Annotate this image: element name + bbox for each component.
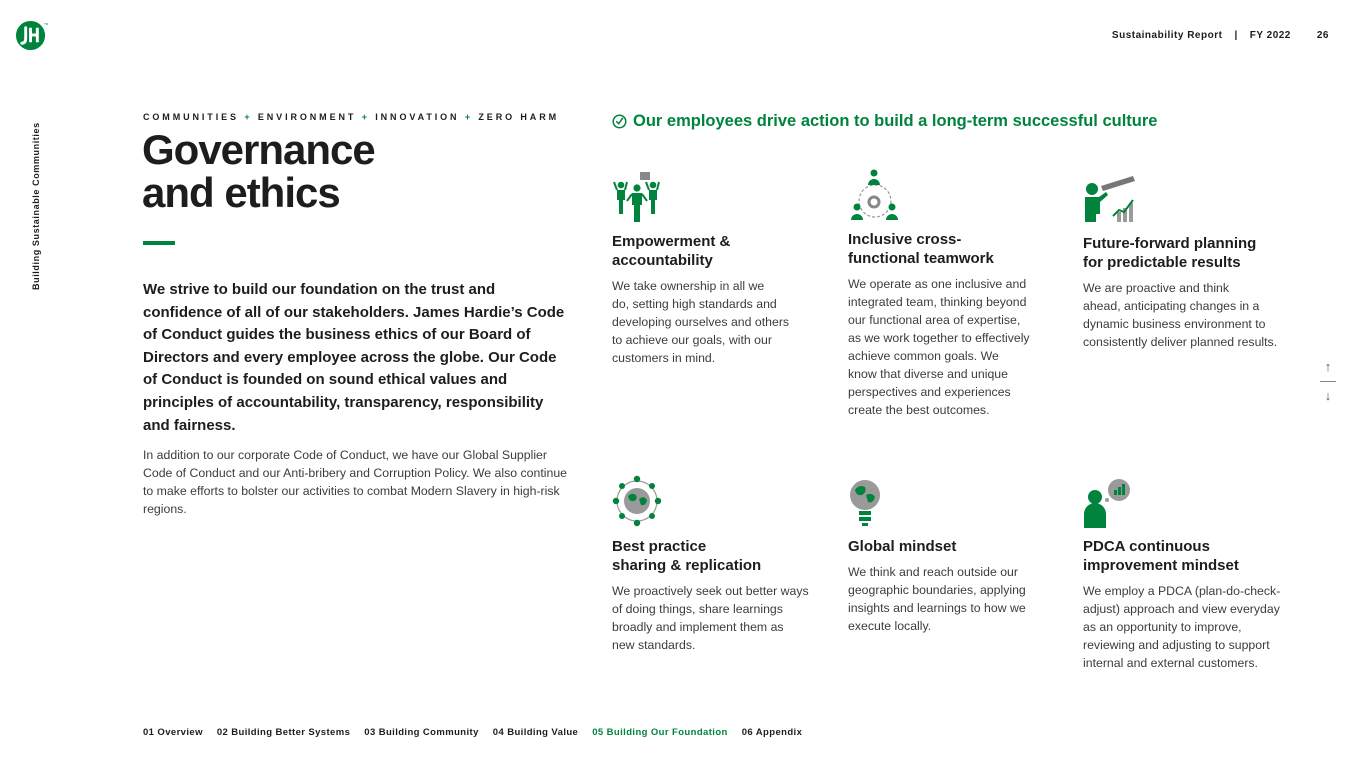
- card-title: Best practice sharing & replication: [612, 538, 762, 574]
- card-title: Empowerment & accountability: [612, 233, 731, 269]
- card-title: Global mindset: [848, 538, 957, 555]
- person-thinking-chart-icon: [1083, 475, 1137, 529]
- title-line-2: and ethics: [142, 169, 340, 216]
- telescope-planning-icon: [1083, 172, 1137, 226]
- globe-network-icon: [612, 475, 666, 529]
- fiscal-year: FY 2022: [1249, 30, 1291, 41]
- value-card-empowerment: [612, 170, 827, 367]
- team-celebration-icon: [612, 170, 666, 224]
- card-text: We employ a PDCA (plan-do-check- adjust) approach and view everyday as an opportunity to improve, reviewing and adjusting to support internal and external customers.: [1083, 584, 1281, 670]
- card-text: We operate as one inclusive and integrated team, thinking beyond our functional area of expertise, as we work together to effectively achieve common goals. We know that diverse and unique perspectives and experiences create the best outcomes.: [848, 277, 1030, 417]
- pillar-innovation: INNOVATION: [375, 112, 460, 122]
- page-number: 26: [1316, 30, 1329, 41]
- page-title: [142, 128, 375, 214]
- header-separator: |: [1234, 30, 1238, 41]
- nav-divider: [1320, 381, 1336, 382]
- nav-building-community[interactable]: 03 Building Community: [364, 727, 479, 738]
- card-text: We take ownership in all we do, setting high standards and developing ourselves and others to achieve our goals, with our customers in mind.: [612, 279, 790, 365]
- pillars-kicker: [143, 112, 559, 122]
- nav-overview[interactable]: 01 Overview: [143, 727, 203, 738]
- arrow-up-icon[interactable]: ↑: [1324, 359, 1332, 374]
- pillar-communities: COMMUNITIES: [143, 112, 239, 122]
- card-title: Inclusive cross- functional teamwork: [848, 231, 994, 267]
- card-text: We proactively seek out better ways of doing things, share learnings broadly and implement them as new standards.: [612, 584, 809, 652]
- section-side-label: Building Sustainable Communities: [31, 122, 41, 290]
- svg-text:TM: TM: [44, 21, 48, 26]
- check-circle-icon: [612, 114, 627, 129]
- card-title: PDCA continuous improvement mindset: [1083, 538, 1239, 574]
- report-title: Sustainability Report: [1111, 30, 1223, 41]
- section-nav: [143, 727, 816, 738]
- nav-building-better-systems[interactable]: 02 Building Better Systems: [216, 727, 351, 738]
- value-card-global-mindset: [848, 475, 1063, 635]
- value-card-pdca: [1083, 475, 1298, 672]
- arrow-down-icon[interactable]: ↓: [1324, 388, 1332, 403]
- body-paragraph: In addition to our corporate Code of Conduct, we have our Global Supplier Code of Conduct and our Anti-bribery and Corruption Policy. We also continue to make efforts to bolster our activities to combat Modern Slavery in high-risk regions.: [143, 448, 568, 516]
- pillar-separator: +: [361, 112, 370, 122]
- value-card-best-practice: [612, 475, 827, 654]
- culture-heading-text: Our employees drive action to build a long-term successful culture: [633, 112, 1158, 130]
- culture-heading: [612, 112, 1157, 131]
- page-navigation: [1318, 360, 1338, 403]
- value-card-planning: [1083, 172, 1298, 351]
- pillar-separator: +: [244, 112, 253, 122]
- value-card-teamwork: [848, 168, 1063, 419]
- nav-appendix[interactable]: 06 Appendix: [741, 727, 803, 738]
- title-line-1: Governance: [142, 126, 375, 173]
- card-title: Future-forward planning for predictable results: [1083, 235, 1257, 271]
- report-header: [1112, 30, 1329, 41]
- card-text: We think and reach outside our geographic boundaries, applying insights and learnings to how we execute locally.: [848, 565, 1026, 633]
- pillar-environment: ENVIRONMENT: [257, 112, 357, 122]
- nav-building-our-foundation[interactable]: 05 Building Our Foundation: [592, 727, 728, 738]
- pillar-separator: +: [464, 112, 473, 122]
- pillar-zero-harm: ZERO HARM: [478, 112, 559, 122]
- nav-building-value[interactable]: 04 Building Value: [492, 727, 579, 738]
- team-network-icon: [848, 168, 902, 222]
- card-text: We are proactive and think ahead, anticipating changes in a dynamic business environment to consistently deliver planned results.: [1083, 281, 1278, 349]
- title-accent-rule: [143, 241, 175, 245]
- james-hardie-logo[interactable]: [15, 19, 48, 52]
- globe-lightbulb-icon: [848, 475, 902, 529]
- lead-paragraph: We strive to build our foundation on the trust and confidence of all of our stakeholders. James Hardie’s Code of Conduct guides the business ethics of our Board of Directors and every employee across the globe. Our Code of Conduct is founded on sound ethical values and principles of accountability, transparency, responsibility and fairness.: [143, 281, 565, 434]
